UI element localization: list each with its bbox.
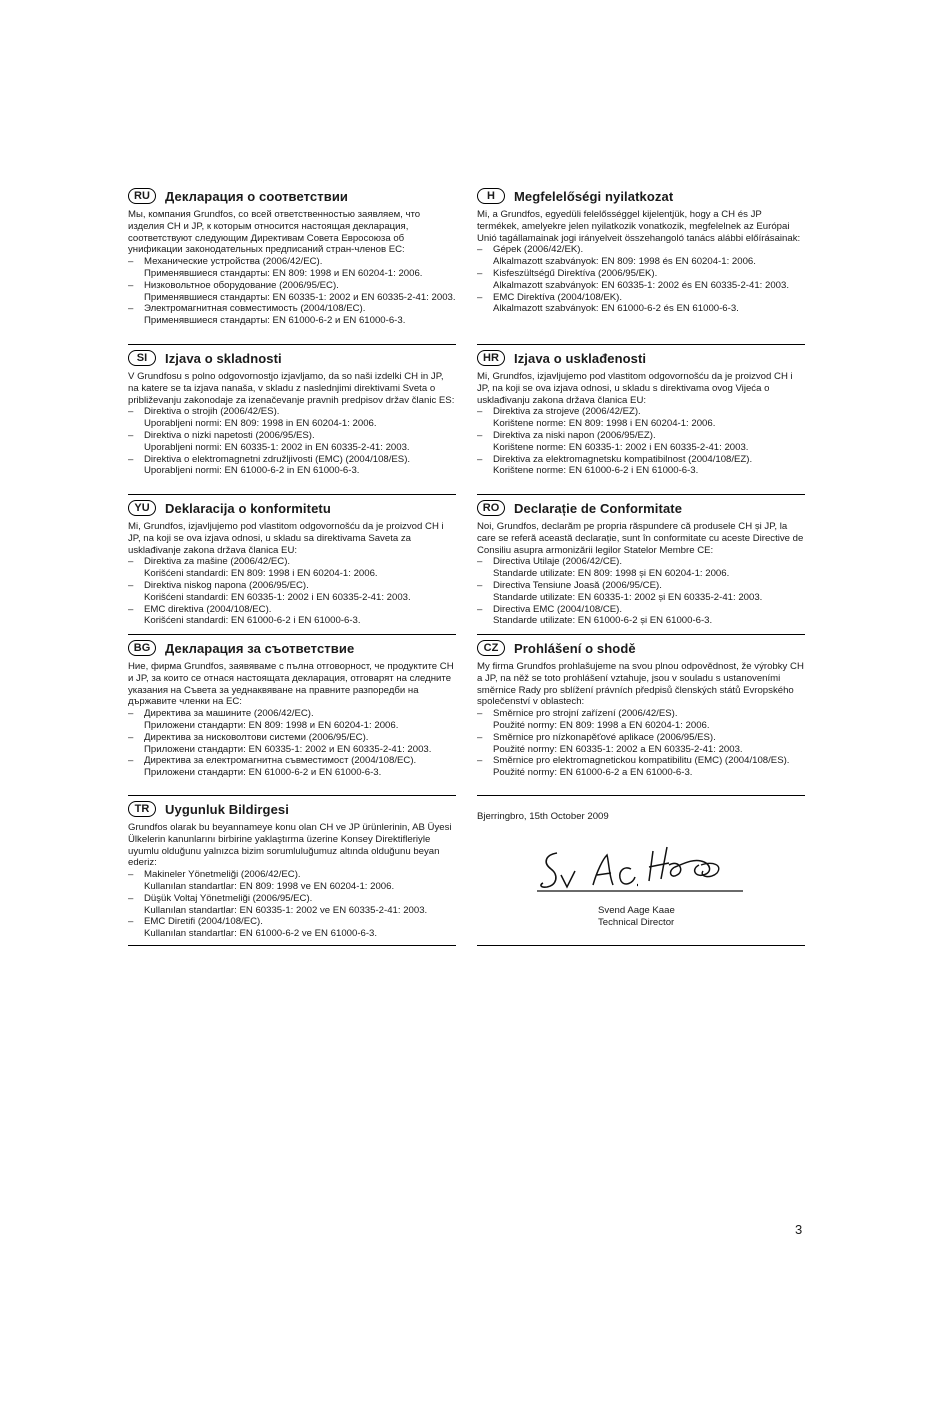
directive-standards: Применявшиеся стандарты: EN 61000-6-2 и EN 61000-6-3.	[144, 315, 406, 327]
directive-name: Директива за машините (2006/42/EC).	[144, 708, 314, 720]
directive-standards: Применявшиеся стандарты: EN 809: 1998 и EN 60204-1: 2006.	[144, 267, 423, 279]
directive-name: EMC Direktíva (2004/108/EK).	[493, 291, 623, 303]
place-date: Bjerringbro, 15th October 2009	[477, 811, 609, 822]
section-intro: Mi, Grundfos, izjavljujemo pod vlastitom odgovornošću da je proizvod CH i JP, na koji se ova izjava odnosi, u skladu s direktivama ovog Vijeća o usklađivanju zakona država članica EU:	[477, 371, 793, 406]
language-badge: SI	[128, 350, 156, 366]
directive-standards: Použité normy: EN 60335-1: 2002 a EN 60335-2-41: 2003.	[493, 743, 743, 755]
directive-standards: Kullanılan standartlar: EN 809: 1998 ve EN 60204-1: 2006.	[144, 880, 395, 892]
section-intro: Ние, фирма Grundfos, заявяваме с пълна отговорност, че продуктите CH и JP, за които се отнася настоящата декларация, отговарят на следните указания на Съвета за уеднаквяване на правните разпоредби на държавите членки на ЕС:	[128, 661, 454, 708]
directive-list	[477, 406, 805, 477]
directive-standards: Применявшиеся стандарты: EN 60335-1: 2002 и EN 60335-2-41: 2003.	[144, 291, 456, 303]
directive-list	[477, 244, 805, 315]
directive-standards: Kullanılan standartlar: EN 61000-6-2 ve EN 61000-6-3.	[144, 928, 378, 940]
section-title: Декларация о соответствии	[165, 188, 349, 204]
directive-name: Direktiva o nizki napetosti (2006/95/ES).	[144, 429, 315, 441]
language-badge: BG	[128, 640, 156, 656]
section-title: Декларация за съответствие	[165, 640, 355, 656]
directive-item	[128, 580, 456, 604]
directive-standards: Použité normy: EN 61000-6-2 a EN 61000-6-3.	[493, 767, 693, 779]
directive-item	[477, 406, 805, 430]
directive-list	[128, 556, 456, 627]
directive-list	[128, 708, 456, 779]
directive-item	[128, 430, 456, 454]
directive-name: Direktiva za niski napon (2006/95/EZ).	[493, 429, 656, 441]
directive-name: Direktiva niskog napona (2006/95/EC).	[144, 579, 309, 591]
directive-name: Direktiva za strojeve (2006/42/EZ).	[493, 406, 641, 418]
directive-name: Directiva EMC (2004/108/CE).	[493, 603, 623, 615]
directive-standards: Kullanılan standartlar: EN 60335-1: 2002 ve EN 60335-2-41: 2003.	[144, 904, 428, 916]
directive-standards: Standarde utilizate: EN 61000-6-2 și EN 61000-6-3.	[493, 615, 713, 627]
section-si	[128, 345, 456, 495]
section-title: Deklaracija o konformitetu	[165, 500, 331, 516]
signature-graphic	[535, 841, 745, 903]
directive-standards: Приложени стандарти: EN 61000-6-2 и EN 61000-6-3.	[144, 767, 382, 779]
section-title: Izjava o usklađenosti	[514, 350, 647, 366]
directive-name: Direktiva o strojih (2006/42/ES).	[144, 406, 280, 418]
directive-name: Directiva Tensiune Joasă (2006/95/CE).	[493, 579, 662, 591]
page-number: 3	[795, 1222, 803, 1237]
directive-list	[128, 869, 456, 940]
directive-list	[477, 556, 805, 627]
section-intro: V Grundfosu s polno odgovornostjo izjavljamo, da so naši izdelki CH in JP, na katere se ta izjava nanaša, v skladu z naslednjimi direktivami Sveta o približevanju zakonodaje za izenačevanje pravnih predpisov držav članic ES:	[128, 371, 455, 406]
directive-name: Механические устройства (2006/42/EC).	[144, 256, 323, 268]
directive-standards: Korištene norme: EN 60335-1: 2002 i EN 60335-2-41: 2003.	[493, 441, 749, 453]
directive-name: Директива за електромагнитна съвместимост (2004/108/EC).	[144, 755, 417, 767]
directive-item	[128, 406, 456, 430]
directive-item	[128, 708, 456, 732]
language-badge: YU	[128, 500, 156, 516]
directive-name: Kisfeszültségű Direktíva (2006/95/EK).	[493, 267, 658, 279]
signature-block	[477, 796, 805, 946]
section-intro: Noi, Grundfos, declarăm pe propria răspundere că produsele CH și JP, la care se referă această declarație, sunt în conformitate cu aceste Directive de Consiliu asupra armonizării legilor Statelor Membre CE:	[477, 521, 804, 556]
language-badge: RU	[128, 188, 156, 204]
directive-item	[477, 604, 805, 628]
signatory-position: Technical Director	[598, 916, 675, 928]
directive-item	[477, 580, 805, 604]
section-title: Izjava o skladnosti	[165, 350, 282, 366]
directive-standards: Standarde utilizate: EN 809: 1998 și EN 60204-1: 2006.	[493, 568, 730, 580]
directive-item	[128, 280, 456, 304]
directive-list	[477, 708, 805, 779]
section-hr	[477, 345, 805, 495]
directive-name: Direktiva o elektromagnetni združljivosti (EMC) (2004/108/ES).	[144, 453, 411, 465]
directive-item	[477, 454, 805, 478]
language-badge: H	[477, 188, 505, 204]
directive-standards: Uporabljeni normi: EN 61000-6-2 in EN 61000-6-3.	[144, 465, 360, 477]
directive-item	[128, 303, 456, 327]
directive-item	[128, 893, 456, 917]
directive-name: EMC Diretifi (2004/108/EC).	[144, 916, 263, 928]
section-tr	[128, 796, 456, 946]
directive-name: Gépek (2006/42/EK).	[493, 244, 584, 256]
language-badge: HR	[477, 350, 505, 366]
directive-standards: Приложени стандарти: EN 60335-1: 2002 и EN 60335-2-41: 2003.	[144, 743, 432, 755]
directive-name: Direktiva za mašine (2006/42/EC).	[144, 556, 291, 568]
language-badge: RO	[477, 500, 505, 516]
section-yu	[128, 495, 456, 635]
directive-name: EMC direktiva (2004/108/EC).	[144, 603, 272, 615]
section-intro: My firma Grundfos prohlašujeme na svou plnou odpovědnost, že výrobky CH a JP, na něž se toto prohlášení vztahuje, jsou v souladu s ustanoveními směrnice Rady pro sblížení právních předpisů členských států Evropského společenství v oblastech:	[477, 661, 804, 708]
directive-standards: Korištene norme: EN 809: 1998 i EN 60204-1: 2006.	[493, 418, 716, 430]
section-title: Prohlášení o shodě	[514, 640, 636, 656]
section-intro: Mi, a Grundfos, egyedüli felelősséggel kijelentjük, hogy a CH és JP termékek, amelyekre jelen nyilatkozik vonatkozik, megfelelnek az Európai Unió tagállamainak jogi irányelveit összehangoló tanács alábbi előírásainak:	[477, 209, 801, 244]
section-ro	[477, 495, 805, 635]
section-intro: Grundfos olarak bu beyannameye konu olan CH ve JP ürünlerinin, AB Üyesi Ülkelerin kanunlarını birbirine yaklaştırma üzerine Konsey Direktifleriyle uyumlu olduğunu yalnızca bizim sorumluluğumuz altında olduğunu beyan ederiz:	[128, 822, 452, 869]
section-cz	[477, 635, 805, 796]
directive-standards: Alkalmazott szabványok: EN 809: 1998 és EN 60204-1: 2006.	[493, 256, 756, 268]
signatory-name: Svend Aage Kaae	[598, 904, 675, 916]
directive-name: Direktiva za elektromagnetsku kompatibilnost (2004/108/EZ).	[493, 453, 753, 465]
directive-standards: Alkalmazott szabványok: EN 60335-1: 2002 és EN 60335-2-41: 2003.	[493, 279, 789, 291]
section-title: Megfelelőségi nyilatkozat	[514, 188, 674, 204]
directive-name: Směrnice pro elektromagnetickou kompatibilitu (EMC) (2004/108/ES).	[493, 755, 790, 767]
directive-standards: Uporabljeni normi: EN 809: 1998 in EN 60204-1: 2006.	[144, 418, 377, 430]
directive-standards: Korišćeni standardi: EN 809: 1998 i EN 60204-1: 2006.	[144, 568, 378, 580]
section-h	[477, 183, 805, 345]
directive-list	[128, 406, 456, 477]
language-badge: CZ	[477, 640, 505, 656]
section-ru	[128, 183, 456, 345]
directive-item	[128, 732, 456, 756]
handwritten-signature	[535, 841, 745, 903]
directive-item	[477, 755, 805, 779]
declarations-grid	[128, 183, 805, 946]
directive-standards: Použité normy: EN 809: 1998 a EN 60204-1: 2006.	[493, 719, 710, 731]
directive-item	[128, 256, 456, 280]
directive-name: Směrnice pro strojní zařízení (2006/42/ES).	[493, 708, 678, 720]
directive-item	[128, 556, 456, 580]
directive-item	[477, 292, 805, 316]
directive-item	[477, 708, 805, 732]
directive-name: Düşük Voltaj Yönetmeliği (2006/95/EC).	[144, 892, 313, 904]
directive-name: Низковольтное оборудование (2006/95/EC).	[144, 279, 339, 291]
directive-item	[128, 755, 456, 779]
directive-name: Директива за нисковолтови системи (2006/95/EC).	[144, 731, 369, 743]
section-bg	[128, 635, 456, 796]
section-intro: Mi, Grundfos, izjavljujemo pod vlastitom odgovornošću da je proizvod CH i JP, na koji se ova izjava odnosi, u skladu sa direktivama Saveta za usklađivanje zakona država članica EU:	[128, 521, 444, 556]
directive-standards: Приложени стандарти: EN 809: 1998 и EN 60204-1: 2006.	[144, 719, 399, 731]
directive-item	[128, 916, 456, 940]
language-badge: TR	[128, 801, 156, 817]
directive-standards: Standarde utilizate: EN 60335-1: 2002 și EN 60335-2-41: 2003.	[493, 591, 763, 603]
directive-standards: Korišćeni standardi: EN 61000-6-2 i EN 61000-6-3.	[144, 615, 361, 627]
directive-name: Directiva Utilaje (2006/42/CE).	[493, 556, 623, 568]
directive-item	[128, 869, 456, 893]
section-title: Uygunluk Bildirgesi	[165, 801, 289, 817]
directive-list	[128, 256, 456, 327]
directive-standards: Alkalmazott szabványok: EN 61000-6-2 és EN 61000-6-3.	[493, 303, 739, 315]
directive-standards: Uporabljeni normi: EN 60335-1: 2002 in EN 60335-2-41: 2003.	[144, 441, 410, 453]
directive-standards: Korišćeni standardi: EN 60335-1: 2002 i EN 60335-2-41: 2003.	[144, 591, 411, 603]
directive-item	[477, 556, 805, 580]
directive-standards: Korištene norme: EN 61000-6-2 i EN 61000-6-3.	[493, 465, 699, 477]
directive-item	[128, 604, 456, 628]
directive-item	[477, 268, 805, 292]
directive-name: Směrnice pro nízkonapěťové aplikace (2006/95/ES).	[493, 731, 716, 743]
directive-name: Makineler Yönetmeliği (2006/42/EC).	[144, 869, 301, 881]
section-intro: Мы, компания Grundfos, со всей ответственностью заявляем, что изделия CH и JP, к которым относится настоящая декларация, соответствуют следующим Директивам Совета Евросоюза об унификации законодательных предписаний стран-членов ЕС:	[128, 209, 421, 256]
directive-item	[477, 732, 805, 756]
directive-name: Электромагнитная совместимость (2004/108/EC).	[144, 303, 366, 315]
directive-item	[128, 454, 456, 478]
section-title: Declarație de Conformitate	[514, 500, 683, 516]
directive-item	[477, 430, 805, 454]
directive-item	[477, 244, 805, 268]
